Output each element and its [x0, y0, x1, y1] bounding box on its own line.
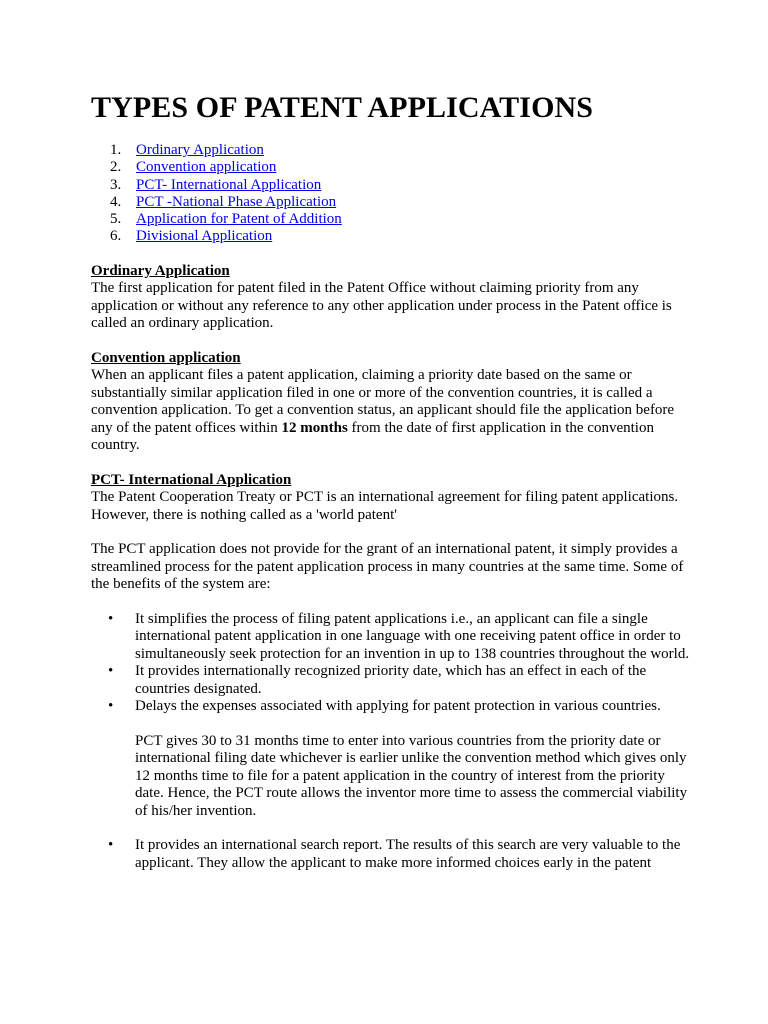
section-paragraph [91, 367, 691, 454]
section-convention-application [91, 350, 691, 454]
emphasis-text: 12 months [281, 419, 348, 436]
section-paragraph: The PCT application does not provide for the grant of an international patent, it simply provides a streamlined process for the patent application process in many countries at the same time. Some of the benefits of the system are: [91, 541, 684, 593]
paragraph-gap [91, 594, 691, 611]
toc-number: 3. [110, 176, 122, 193]
list-item [91, 698, 691, 715]
section-heading: Ordinary Application [91, 263, 230, 279]
toc-link-patent-of-addition[interactable]: Application for Patent of Addition [136, 211, 342, 228]
toc-link-divisional-application[interactable]: Divisional Application [136, 228, 273, 245]
section-heading: PCT- International Application [91, 471, 292, 488]
bullet-icon: • [108, 663, 114, 680]
section-heading: Convention application [91, 350, 241, 367]
paragraph-text: When an applicant files a patent application, claiming a priority date based on the same or substantially similar application filed in one or more of the convention countries, it is called a convention application. To get a convention status, an applicant should file the application before any of the patent offices within [91, 367, 675, 436]
list-item [91, 837, 691, 872]
benefits-list-continued [91, 837, 691, 872]
toc-item [110, 228, 342, 245]
bullet-icon: • [108, 611, 114, 628]
paragraph-gap [91, 454, 691, 471]
list-item [91, 663, 691, 698]
list-item [91, 611, 691, 663]
toc-item [110, 159, 342, 176]
paragraph-gap [91, 716, 691, 733]
section-paragraph: The first application for patent filed in the Patent Office without claiming priority from any application or without any reference to any other application under process in the Patent office is called an ordinary application. [91, 280, 672, 332]
paragraph-gap [91, 524, 691, 541]
toc-number: 2. [110, 159, 122, 176]
toc-number: 6. [110, 228, 122, 245]
list-item-text: It provides internationally recognized priority date, which has an effect in each of the countries designated. [135, 663, 647, 697]
list-item-text: It provides an international search report. The results of this search are very valuable to the applicant. They allow the applicant to make more informed choices early in the patent [135, 837, 681, 871]
bullet-icon: • [108, 837, 114, 854]
table-of-contents [110, 142, 342, 246]
paragraph-gap [91, 820, 691, 837]
toc-item [110, 194, 342, 211]
list-item-note: PCT gives 30 to 31 months time to enter into various countries from the priority date or international filing date whichever is earlier unlike the convention method which gives only 12 months time to file for a patent application in the country of interest from the priority date. Hence, the PCT route allows the inventor more time to assess the commercial viability of his/her invention. [135, 732, 688, 819]
section-paragraph: The Patent Cooperation Treaty or PCT is an international agreement for filing patent applications. However, there is nothing called as a 'world patent' [91, 489, 679, 523]
section-ordinary-application [91, 263, 691, 333]
toc-item [110, 177, 342, 194]
toc-number: 1. [110, 142, 122, 158]
toc-item [110, 211, 342, 228]
toc-link-pct-national-phase-application[interactable]: PCT -National Phase Application [136, 193, 337, 210]
section-pct-international-application [91, 472, 691, 872]
bullet-icon: • [108, 698, 114, 715]
list-item-text: Delays the expenses associated with applying for patent protection in various countries. [135, 698, 661, 715]
toc-number: 4. [110, 193, 122, 210]
paragraph-gap [91, 333, 691, 350]
toc-link-pct-international-application[interactable]: PCT- International Application [136, 176, 322, 193]
paragraph-text: from the date of first application in the convention country. [91, 419, 654, 454]
toc-number: 5. [110, 211, 122, 228]
benefits-list [91, 611, 691, 715]
list-item-text: It simplifies the process of filing patent applications i.e., an applicant can file a single international patent application in one language with one receiving patent office in order to simultaneously seek protection for an invention in up to 138 countries throughout the world. [135, 611, 690, 662]
page-title: TYPES OF PATENT APPLICATIONS [91, 91, 594, 124]
toc-link-ordinary-application[interactable]: Ordinary Application [136, 142, 264, 158]
document-body [91, 263, 691, 872]
toc-link-convention-application[interactable]: Convention application [136, 159, 277, 176]
toc-item [110, 142, 342, 159]
